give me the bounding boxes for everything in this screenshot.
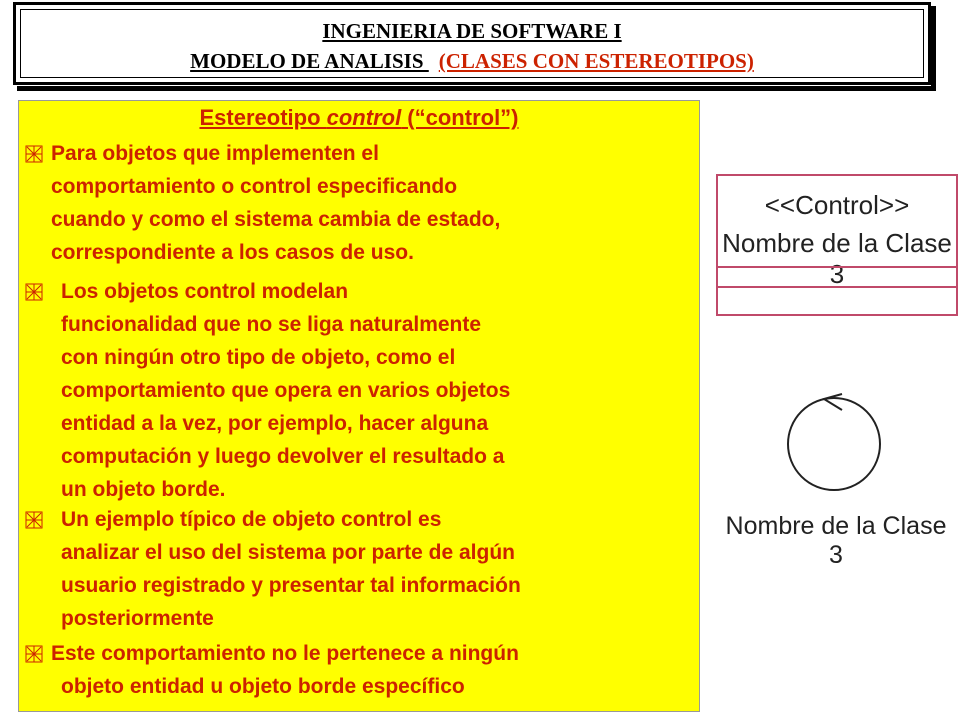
panel-heading <box>19 105 699 131</box>
title-banner <box>13 2 931 85</box>
bullet-text <box>25 503 521 635</box>
uml-stereotype: <<Control>> <box>764 190 910 220</box>
bullet-line: posteriormente <box>61 607 214 630</box>
control-stereotype-icon <box>784 392 884 492</box>
bullet-line: correspondiente a los casos de uso. <box>51 241 414 264</box>
content-panel <box>18 100 700 712</box>
bullet-line: Los objetos control modelan <box>61 280 349 303</box>
uml-class-name: Nombre de la Clase 3 <box>722 228 952 289</box>
bullet-line: Para objetos que implementen el <box>51 142 379 165</box>
banner-shadow-bottom <box>17 86 935 91</box>
bullet-line: usuario registrado y presentar tal información <box>61 574 521 597</box>
section-title-subtitle: (CLASES CON ESTEREOTIPOS) <box>438 49 754 73</box>
bullet-line: analizar el uso del sistema por parte de algún <box>61 541 515 564</box>
uml-attributes-divider <box>718 266 956 268</box>
bullet-line: cuando y como el sistema cambia de estado, <box>51 208 501 231</box>
course-title: INGENIERIA DE SOFTWARE I <box>322 19 622 43</box>
bullet-line: entidad a la vez, por ejemplo, hacer alguna <box>61 412 489 435</box>
banner-shadow-right <box>931 6 936 91</box>
bullet-item <box>25 137 500 269</box>
bullet-line: computación y luego devolver el resultado a <box>61 445 505 468</box>
panel-heading-part-3: (“control”) <box>401 105 519 130</box>
control-icon-label: Nombre de la Clase 3 <box>725 512 947 569</box>
bullet-item <box>25 503 521 635</box>
section-title <box>16 49 928 74</box>
bullet-line: Este comportamiento no le pertenece a ningún <box>51 642 519 665</box>
bullet-line: con ningún otro tipo de objeto, como el <box>61 346 456 369</box>
bullet-line: un objeto borde. <box>61 478 226 501</box>
bullet-text <box>25 275 510 506</box>
bullet-line: Un ejemplo típico de objeto control es <box>61 508 442 531</box>
star-bullet-icon <box>25 283 43 301</box>
bullet-text <box>25 637 519 703</box>
bullet-text <box>25 137 500 269</box>
star-bullet-icon <box>25 511 43 529</box>
uml-operations-divider <box>718 286 956 288</box>
panel-heading-italic: control <box>326 105 402 130</box>
bullet-line: funcionalidad que no se liga naturalmente <box>61 313 482 336</box>
section-title-main: MODELO DE ANALISIS <box>190 49 429 73</box>
star-bullet-icon <box>25 645 43 663</box>
panel-heading-part-1: Estereotipo <box>199 105 327 130</box>
bullet-item <box>25 275 510 506</box>
bullet-line: comportamiento o control especificando <box>51 175 458 198</box>
star-bullet-icon <box>25 145 43 163</box>
bullet-item <box>25 637 519 703</box>
uml-class-box <box>716 174 958 316</box>
bullet-line: comportamiento que opera en varios objetos <box>61 379 511 402</box>
bullet-line: objeto entidad u objeto borde específico <box>61 675 465 698</box>
